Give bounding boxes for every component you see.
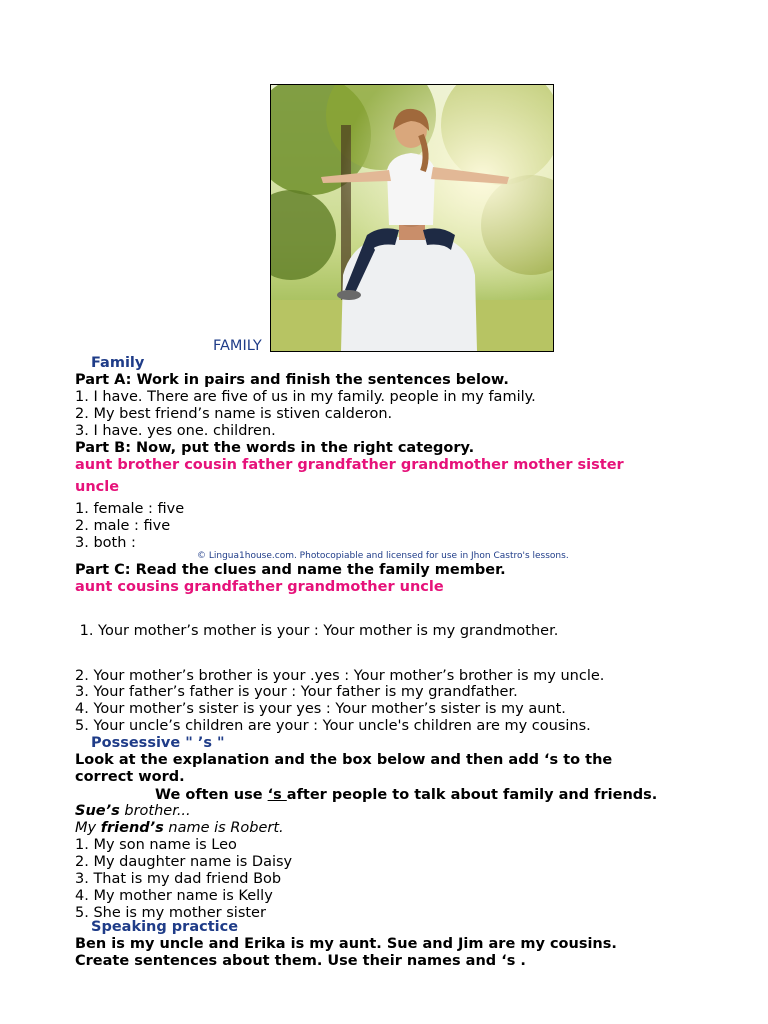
part-c-line: 1. Your mother’s mother is your : Your mother is my grandmother.	[75, 623, 559, 639]
part-c-line: 3. Your father’s father is your : Your father is my grandfather.	[75, 684, 518, 700]
possessive-instruction-cont: correct word.	[75, 769, 185, 785]
part-b-line: 1. female : five	[75, 501, 185, 517]
section-heading-family: Family	[91, 355, 145, 371]
family-caption: FAMILY	[213, 338, 262, 354]
possessive-line: 1. My son name is Leo	[75, 837, 237, 853]
part-b-word-bank: aunt brother cousin father grandfather grandmother mother sister	[75, 457, 624, 473]
explanation-underlined: ‘s	[267, 787, 287, 803]
family-photo	[270, 84, 554, 352]
possessive-explanation	[155, 787, 657, 804]
part-a-line: 2. My best friend’s name is stiven calderon.	[75, 406, 393, 422]
example-bold: Sue’s	[75, 803, 120, 819]
example-text: name is Robert.	[163, 820, 284, 836]
explanation-text: We often use	[155, 787, 268, 803]
example-text: brother...	[119, 803, 191, 819]
part-c-word-bank: aunt cousins grandfather grandmother uncle	[75, 579, 444, 595]
part-a-line: 1. I have. There are five of us in my family. people in my family.	[75, 389, 536, 405]
possessive-line: 5. She is my mother sister	[75, 905, 266, 921]
part-a-line: 3. I have. yes one. children.	[75, 423, 276, 439]
part-b-line: 3. both :	[75, 535, 136, 551]
part-c-line: 4. Your mother’s sister is your yes : Your mother’s sister is my aunt.	[75, 701, 566, 717]
part-a-title: Part A: Work in pairs and finish the sentences below.	[75, 372, 509, 388]
part-b-title: Part B: Now, put the words in the right category.	[75, 440, 475, 456]
explanation-text: after people to talk about family and friends.	[286, 787, 658, 803]
possessive-example	[75, 803, 191, 820]
example-bold: friend’s	[100, 820, 164, 836]
part-c-line: 5. Your uncle’s children are your : Your uncle's children are my cousins.	[75, 718, 591, 734]
example-text: My	[75, 820, 101, 836]
speaking-line: Create sentences about them. Use their names and ‘s .	[75, 953, 526, 969]
part-b-word-bank-cont: uncle	[75, 479, 120, 495]
part-b-line: 2. male : five	[75, 518, 171, 534]
possessive-line: 2. My daughter name is Daisy	[75, 854, 293, 870]
possessive-line: 3. That is my dad friend Bob	[75, 871, 282, 887]
possessive-example	[75, 820, 284, 837]
part-c-line: 2. Your mother’s brother is your .yes : Your mother’s brother is my uncle.	[75, 668, 605, 684]
section-heading-speaking: Speaking practice	[91, 919, 239, 935]
speaking-line: Ben is my uncle and Erika is my aunt. Sue and Jim are my cousins.	[75, 936, 617, 952]
copyright-note: © Lingua1house.com. Photocopiable and licensed for use in Jhon Castro's lessons.	[197, 551, 569, 561]
possessive-instruction: Look at the explanation and the box below and then add ‘s to the	[75, 752, 613, 768]
part-c-title: Part C: Read the clues and name the family member.	[75, 562, 506, 578]
possessive-line: 4. My mother name is Kelly	[75, 888, 273, 904]
section-heading-possessive: Possessive " ’s "	[91, 735, 225, 751]
